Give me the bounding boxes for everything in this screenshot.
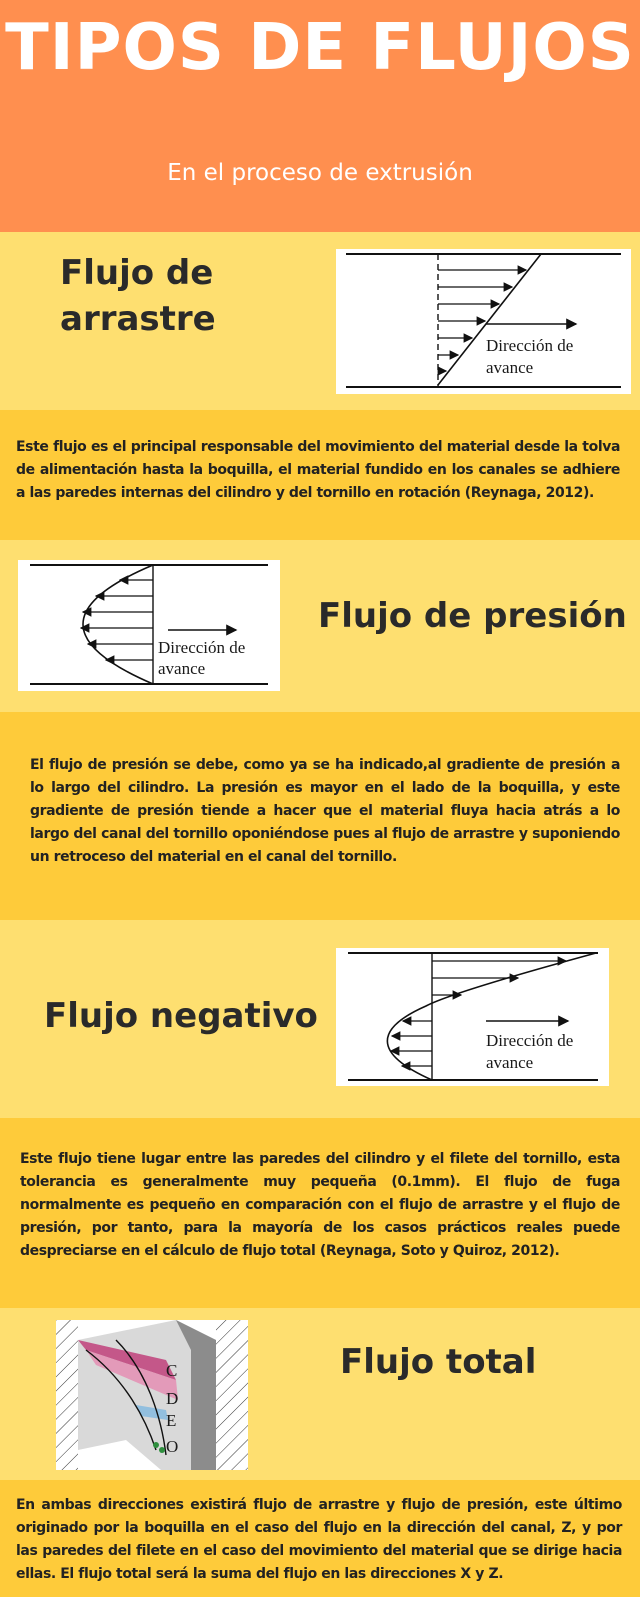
diagram-negativo xyxy=(336,948,609,1086)
paragraph-presion: El flujo de presión se debe, como ya se ha indicado,al gradiente de presión a lo largo del cilindro. La presión es mayor en el lado de la boquilla, y este gradiente de presión tiende a hacer que el material fluya hacia atrás a lo largo del canal del tornillo oponiéndose pues al flujo de arrastre y suponiendo un retroceso del material en el canal del tornillo. xyxy=(30,757,620,865)
flow-point xyxy=(159,1447,165,1453)
diagram-total xyxy=(56,1320,248,1470)
header-banner xyxy=(0,0,640,232)
heading-flujo-total: Flujo total xyxy=(340,1342,537,1382)
section-arrastre-text xyxy=(0,410,640,540)
diagram-label: avance xyxy=(486,1053,534,1072)
diagram-letter: E xyxy=(166,1411,177,1430)
heading-flujo-negativo: Flujo negativo xyxy=(44,996,318,1036)
page-subtitle: En el proceso de extrusión xyxy=(167,160,473,186)
diagram-letter: D xyxy=(166,1389,179,1408)
diagram-label: avance xyxy=(158,659,206,678)
flow-point xyxy=(153,1442,159,1448)
section-total-header xyxy=(0,1308,640,1480)
diagram-arrastre xyxy=(336,249,631,394)
hatched-wall xyxy=(56,1320,78,1470)
diagram-presion xyxy=(18,560,280,691)
diagram-label: Dirección de xyxy=(486,1031,574,1050)
diagram-label: Dirección de xyxy=(486,336,574,355)
section-negativo-text xyxy=(0,1118,640,1308)
parabolic-profile xyxy=(83,565,153,684)
section-presion-header xyxy=(0,540,640,712)
section-presion-text xyxy=(0,712,640,920)
hatched-wall xyxy=(216,1320,248,1470)
diagram-letter: O xyxy=(166,1437,179,1456)
paragraph-arrastre: Este flujo es el principal responsable del movimiento del material desde la tolva de alimentación hasta la boquilla, el material fundido en los canales se adhiere a las paredes internas del cilindro y del tornillo en rotación (Reynaga, 2012). xyxy=(16,439,620,501)
diagram-label: avance xyxy=(486,358,534,377)
page-title: TIPOS DE FLUJOS xyxy=(5,11,635,85)
section-negativo-header xyxy=(0,920,640,1118)
paragraph-total: En ambas direcciones existirá flujo de arrastre y flujo de presión, este último originado por la boquilla en el caso del flujo en la dirección del canal, Z, y por las paredes del filete en el caso del movimiento del material que se dirige hacia ellas. El flujo total será la suma del flujo en las direcciones X y Z. xyxy=(16,1497,622,1582)
heading-flujo-arrastre: Flujo de arrastre xyxy=(60,253,216,339)
diagram-label: Dirección de xyxy=(158,638,246,657)
section-arrastre-header xyxy=(0,232,640,410)
diagram-letter: C xyxy=(166,1361,178,1380)
heading-flujo-presion: Flujo de presión xyxy=(318,596,627,636)
paragraph-negativo: Este flujo tiene lugar entre las paredes del cilindro y el filete del tornillo, esta tolerancia es generalmente muy pequeña (0.1mm). El flujo de fuga normalmente es pequeño en comparación con el flujo de arrastre y el flujo de presión, por tanto, para la mayoría de los casos prácticos reales puede despreciarse en el cálculo de flujo total (Reynaga, Soto y Quiroz, 2012). xyxy=(20,1151,620,1259)
section-total-text xyxy=(0,1480,640,1597)
